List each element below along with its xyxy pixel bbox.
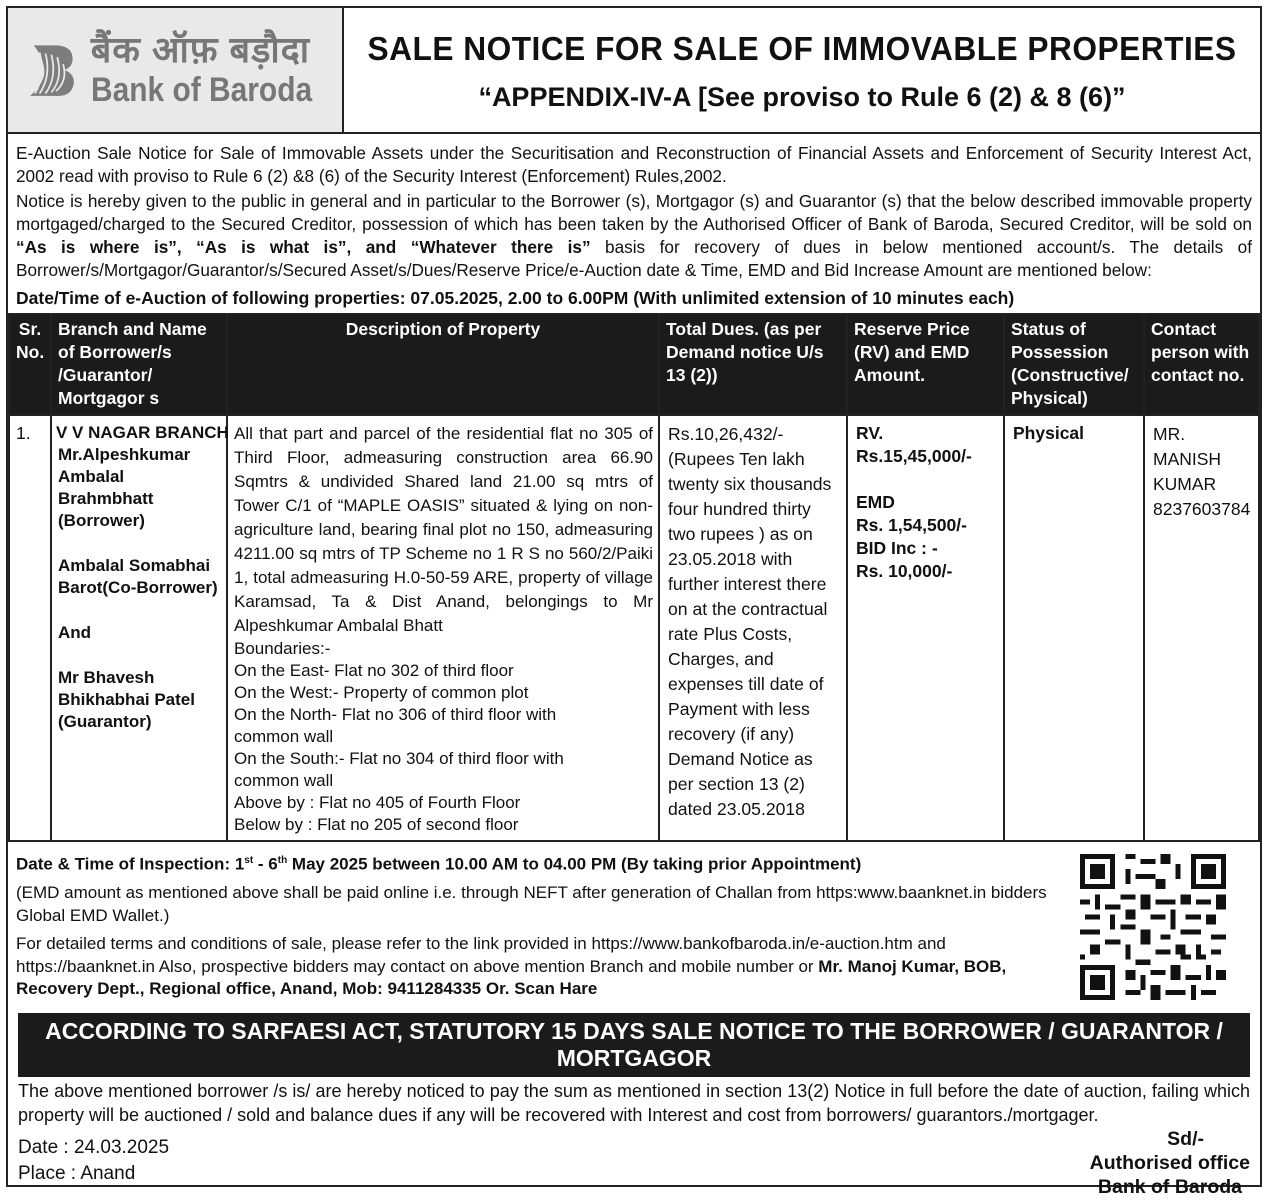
sarfaesi-banner: ACCORDING TO SARFAESI ACT, STATUTORY 15 DAYS SALE NOTICE TO THE BORROWER / GUARANTOR / MORTGAGOR xyxy=(18,1013,1250,1077)
notice-date: Date : 24.03.2025 xyxy=(18,1136,170,1158)
notice-title: SALE NOTICE FOR SALE OF IMMOVABLE PROPERTIES xyxy=(367,30,1237,67)
cell-status: Physical xyxy=(1004,415,1144,841)
col-header-branch: Branch and Name of Borrower/s /Guarantor/ Mortgagor s xyxy=(51,314,227,415)
col-header-contact: Contact person with contact no. xyxy=(1144,314,1259,415)
branch-name: V V NAGAR BRANCH xyxy=(56,423,229,442)
cell-dues: Rs.10,26,432/- (Rupees Ten lakh twenty six thousands four hundred thirty two rupees ) as on 23.05.2018 with further interest there on at the contractual rate Plus Costs, Charges, and expenses till date of Payment with less recovery (if any) Demand Notice as per section 13 (2) dated 23.05.2018 xyxy=(659,415,847,841)
boundaries-label: Boundaries:- xyxy=(234,639,331,658)
cell-description xyxy=(227,415,659,841)
borrower-name: Mr.Alpeshkumar Ambalal Brahmbhatt (Borrower) xyxy=(58,445,191,530)
boundary-above: Above by : Flat no 405 of Fourth Floor xyxy=(234,793,521,812)
boundary-west: On the West:- Property of common plot xyxy=(234,683,529,702)
signatory-bank: Bank of Baroda xyxy=(1097,1175,1242,1198)
sale-notice xyxy=(6,6,1262,1198)
logo-hindi-text: बैंक ऑफ़ बड़ौदा xyxy=(90,29,311,70)
logo-english-text: Bank of Baroda xyxy=(90,71,312,109)
terms-text: For detailed terms and conditions of sale, please refer to the link provided in https://www.bankofbaroda.in/e-auction.htm and https://baanknet.in Also, prospective bidders may contact on above mention Branch and mobile number or Mr. Manoj Kumar, BOB, Recovery Dept., Regional office, Anand, Mob: 9411284335 Or. Scan Hare xyxy=(16,934,1007,999)
col-header-dues: Total Dues. (as per Demand notice U/s 13 (2)) xyxy=(659,314,847,415)
qr-code-icon[interactable] xyxy=(1080,854,1226,1000)
cell-reserve xyxy=(847,415,1004,841)
notice-header xyxy=(8,8,1260,134)
intro-section xyxy=(8,134,1260,282)
contact-phone: 8237603784 xyxy=(1153,499,1251,519)
signatory-title: Authorised office xyxy=(1089,1151,1250,1174)
bank-logo xyxy=(8,8,344,132)
signature-row xyxy=(8,1127,1260,1199)
col-header-status: Status of Possession (Constructive/ Physical) xyxy=(1004,314,1144,415)
inspection-date: Date & Time of Inspection: 1st - 6th May 2025 between 10.00 AM to 04.00 PM (By taking prior Appointment) xyxy=(16,854,862,874)
boundary-north: On the North- Flat no 306 of third floor with common wall xyxy=(234,705,557,746)
table-row xyxy=(9,415,1259,841)
contact-name: MR. MANISH KUMAR xyxy=(1153,424,1222,494)
boundary-below: Below by : Flat no 205 of second floor xyxy=(234,815,519,834)
intro-paragraph-2: Notice is hereby given to the public in general and in particular to the Borrower (s), Mortgagor (s) and Guarantor (s) that the below described immovable property mortgaged/charged to the Secured Creditor, possession of which has been taken by the Authorised Officer of Bank of Baroda, Secured Creditor, will be sold on “As is where is”, “As is what is”, and “Whatever there is” basis for recovery of dues in below mentioned account/s. The details of Borrower/s/Mortgagor/Guarantor/s/Secured Asset/s/Dues/Reserve Price/e-Auction date & Time, EMD and Bid Increase Amount are mentioned below: xyxy=(16,191,1252,280)
cell-sr: 1. xyxy=(9,415,51,841)
guarantor-name: Mr Bhavesh Bhikhabhai Patel (Guarantor) xyxy=(58,668,195,731)
closing-notice: The above mentioned borrower /s is/ are hereby noticed to pay the sum as mentioned in section 13(2) Notice in full before the date of auction, failing which property will be auctioned / sold and balance dues if any will be recovered with Interest and cost from borrowers/ guarantors./mortgager. xyxy=(18,1080,1250,1125)
notice-place: Place : Anand xyxy=(18,1162,136,1184)
auction-date: Date/Time of e-Auction of following properties: 07.05.2025, 2.00 to 6.00PM (With unlimited extension of 10 minutes each) xyxy=(16,288,1015,308)
table-header-row xyxy=(9,314,1259,415)
bid-label: BID Inc : - xyxy=(856,538,938,558)
rv-value: Rs.15,45,000/- xyxy=(856,446,972,466)
cell-branch xyxy=(51,415,227,841)
intro-paragraph-1: E-Auction Sale Notice for Sale of Immovable Assets under the Securitisation and Reconstruction of Financial Assets and Enforcement of Security Interest Act, 2002 read with proviso to Rule 6 (2) &8 (6) of the Security Interest (Enforcement) Rules,2002. xyxy=(16,143,1252,186)
boundary-east: On the East- Flat no 302 of third floor xyxy=(234,661,514,680)
col-header-reserve: Reserve Price (RV) and EMD Amount. xyxy=(847,314,1004,415)
property-table xyxy=(8,313,1260,842)
description-main: All that part and parcel of the residential flat no 305 of Third Floor, admeasuring construction area 66.90 Sqmtrs & undivided Shared land 21.00 sq mtrs of Tower C/1 of “MAPLE OASIS” situated & lying on non-agriculture land, bearing final plot no 150, admeasuring 4211.00 sq mtrs of TP Scheme no 1 R S no 560/2/Paiki 1, total admeasuring H.0-50-59 ARE, property of village Karamsad, Ta & Dist Anand, belongings to Mr Alpeshkumar Ambalal Bhatt xyxy=(234,424,653,635)
emd-value: Rs. 1,54,500/- xyxy=(856,515,967,535)
notice-subtitle: “APPENDIX-IV-A [See proviso to Rule 6 (2) & 8 (6)” xyxy=(478,82,1126,112)
boundary-south: On the South:- Flat no 304 of third floor with common wall xyxy=(234,749,564,790)
cell-contact xyxy=(1144,415,1259,841)
bid-value: Rs. 10,000/- xyxy=(856,561,953,581)
rv-label: RV. xyxy=(856,423,884,443)
bank-of-baroda-sunrise-icon xyxy=(22,24,81,116)
emd-note: (EMD amount as mentioned above shall be paid online i.e. through NEFT after generation of Challan from https:www.baanknet.in bidders Global EMD Wallet.) xyxy=(16,883,1047,925)
co-borrower-name: Ambalal Somabhai Barot(Co-Borrower) xyxy=(58,556,218,597)
sd-text: Sd/- xyxy=(1167,1127,1204,1150)
signature-block xyxy=(1090,1127,1250,1199)
col-header-description: Description of Property xyxy=(227,314,659,415)
emd-label: EMD xyxy=(856,492,895,512)
footer-info xyxy=(8,842,1260,1001)
col-header-sr: Sr. No. xyxy=(9,314,51,415)
and-text: And xyxy=(58,623,92,642)
